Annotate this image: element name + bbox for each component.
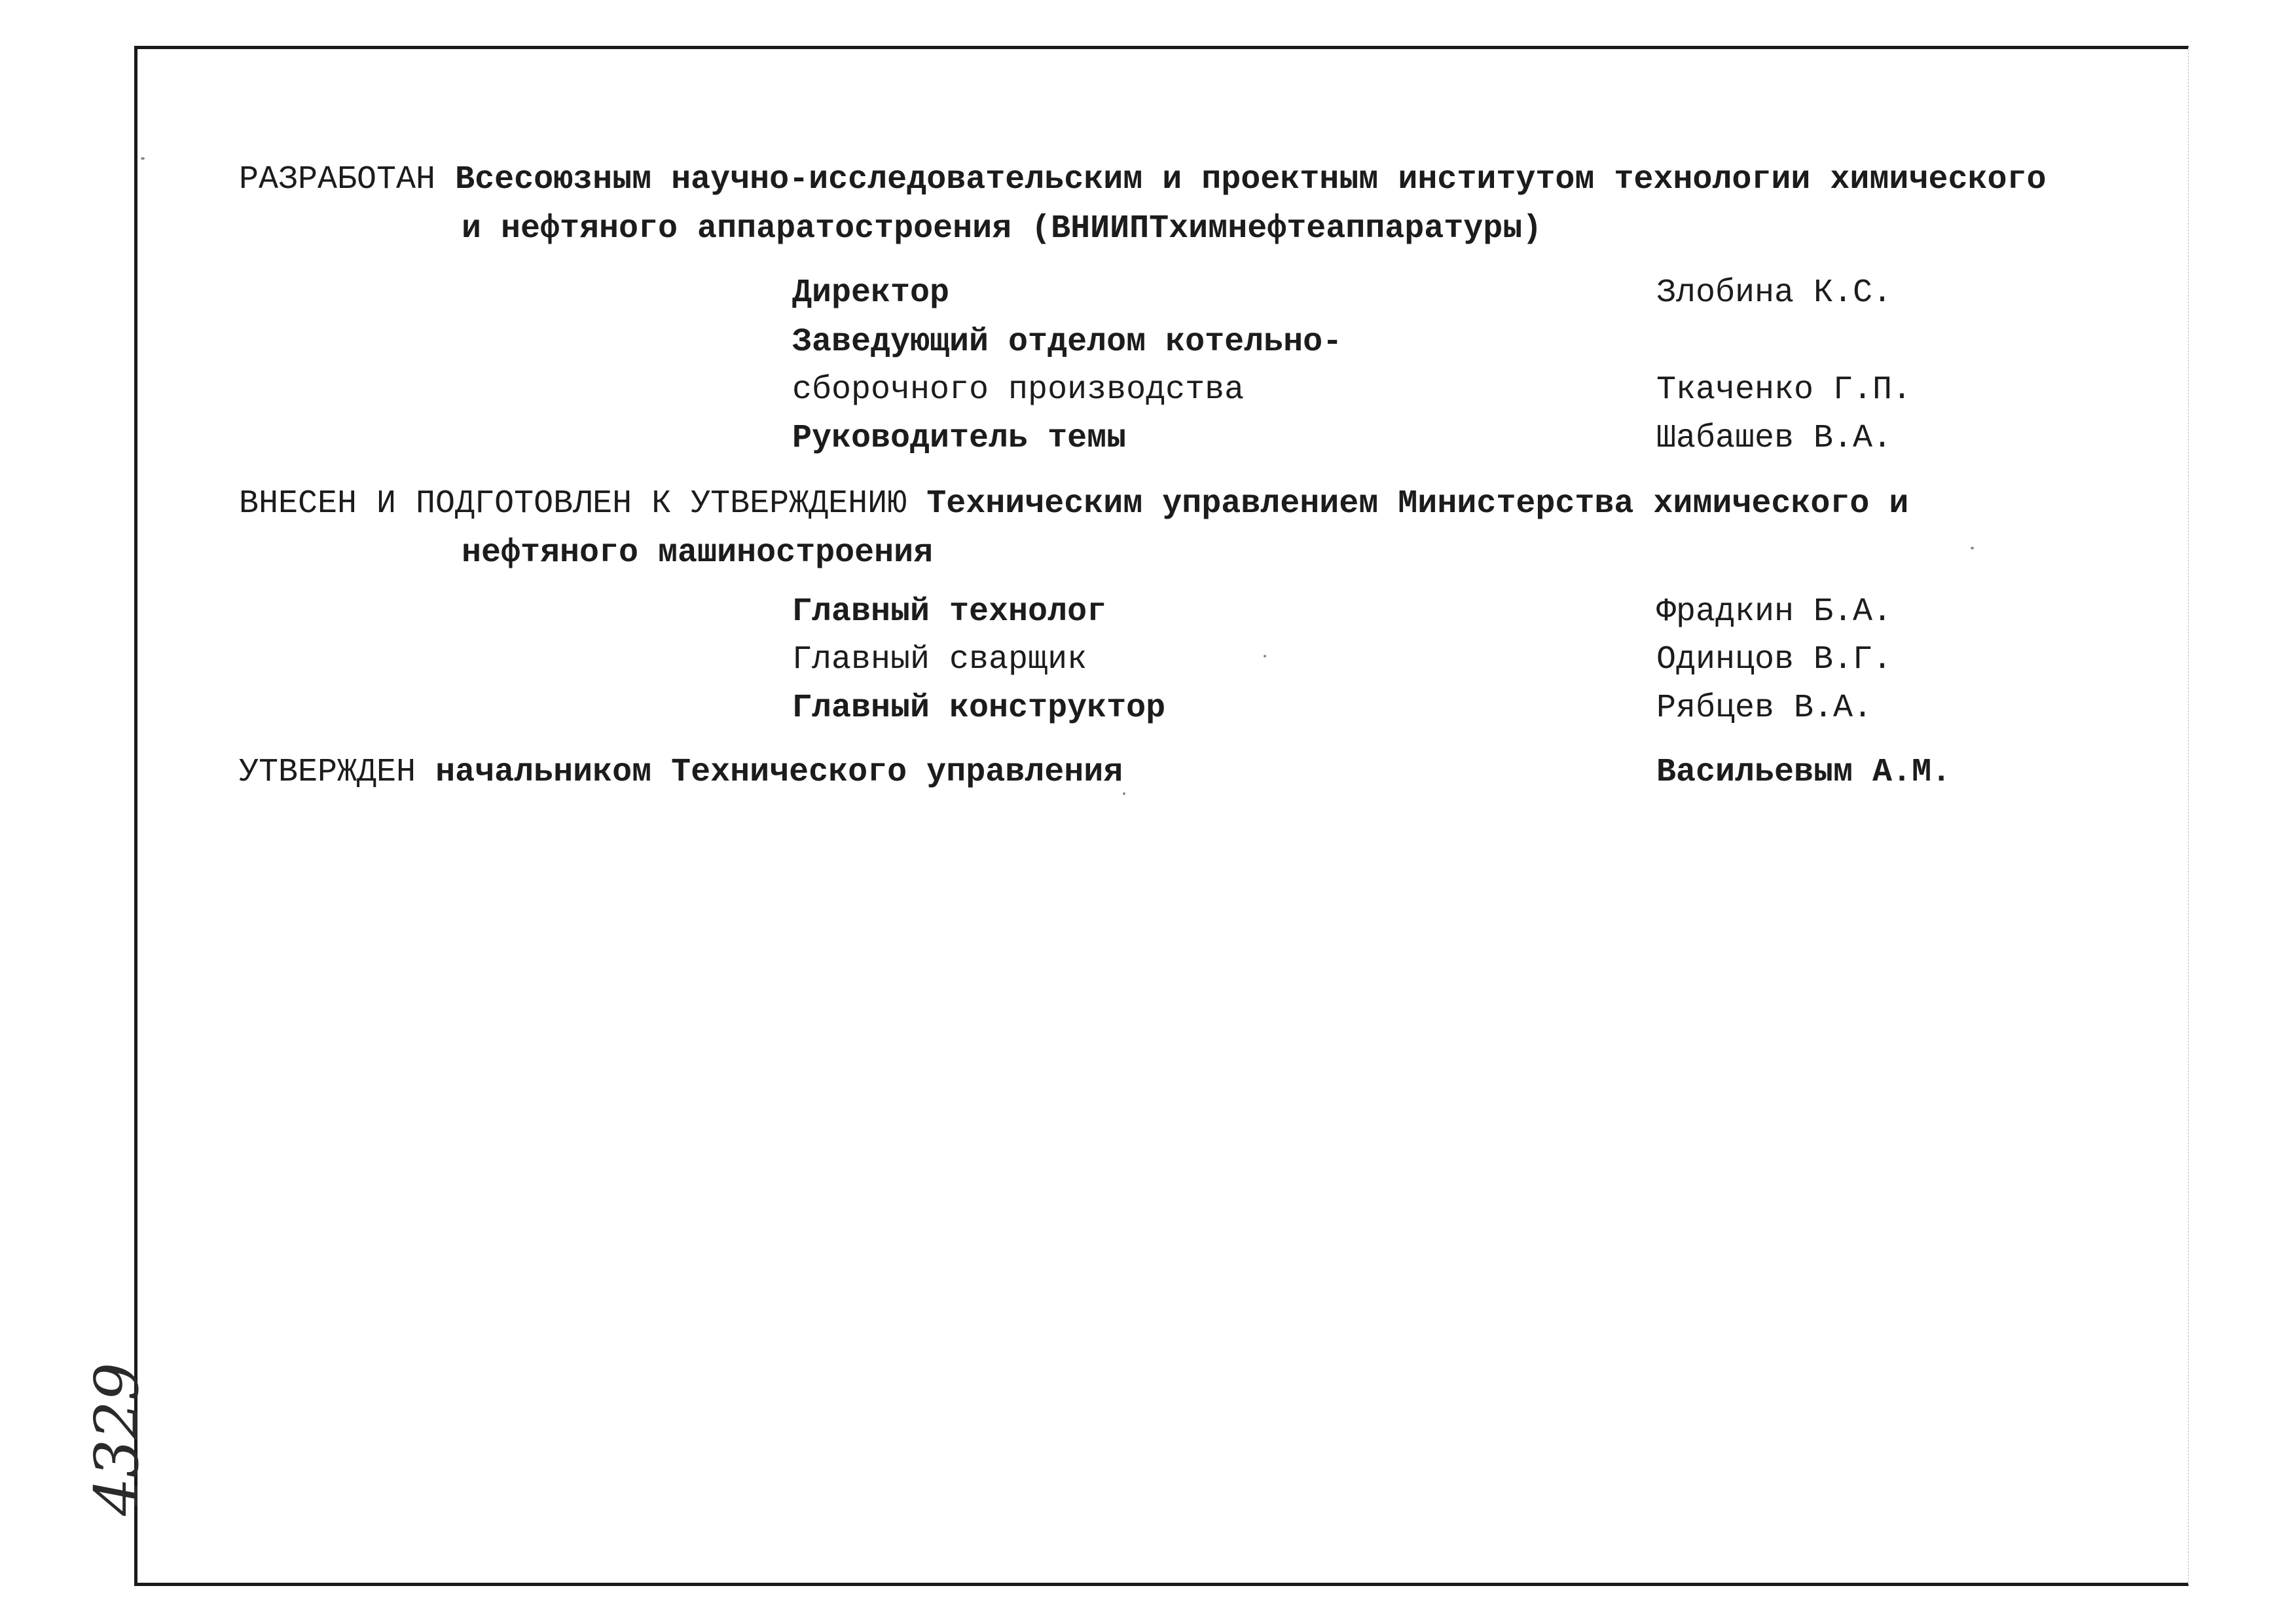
scan-speck	[1123, 792, 1125, 795]
submitted-text-2: нефтяного машиностроения	[462, 534, 934, 572]
scan-speck	[141, 157, 145, 160]
developed-text-2: и нефтяного аппаратостроения (ВНИИПТхимнефтеаппаратуры)	[462, 210, 1542, 248]
approved-label: УТВЕРЖДЕН	[239, 754, 416, 791]
name-director: Злобина К.С.	[1656, 274, 1893, 312]
submitted-line-1	[239, 485, 1908, 524]
name-head-dept: Ткаченко Г.П.	[1656, 371, 1912, 409]
role-head-dept-2: сборочного производства	[792, 371, 1245, 409]
name-chief-designer: Рябцев В.А.	[1656, 690, 1873, 727]
submitted-text-1: Техническим управлением Министерства химического и	[926, 485, 1909, 523]
developed-label: РАЗРАБОТАН	[239, 161, 436, 198]
role-head-dept-1: Заведующий отделом котельно-	[792, 323, 1343, 361]
name-topic-lead: Шабашев В.А.	[1656, 420, 1893, 457]
scan-speck	[1971, 547, 1974, 549]
role-chief-welder: Главный сварщик	[792, 641, 1087, 678]
role-chief-designer: Главный конструктор	[792, 690, 1166, 727]
approved-text: начальником Технического управления	[435, 754, 1123, 791]
role-topic-lead: Руководитель темы	[792, 420, 1127, 457]
name-chief-welder: Одинцов В.Г.	[1656, 641, 1893, 678]
submitted-label: ВНЕСЕН И ПОДГОТОВЛЕН К УТВЕРЖДЕНИЮ	[239, 485, 907, 523]
approved-name: Васильевым А.М.	[1656, 754, 1952, 791]
handwritten-number	[65, 1349, 164, 1519]
scan-speck	[1264, 655, 1266, 657]
developed-line-1	[239, 160, 2046, 200]
name-chief-technologist: Фрадкин Б.А.	[1656, 593, 1893, 631]
developed-text-1: Всесоюзным научно-исследовательским и проектным институтом технологии химического	[455, 161, 2047, 198]
role-director: Директор	[792, 274, 950, 312]
role-chief-technologist: Главный технолог	[792, 593, 1107, 631]
handwritten-number-text: 4329	[82, 1362, 152, 1516]
approved-line	[239, 753, 1123, 792]
